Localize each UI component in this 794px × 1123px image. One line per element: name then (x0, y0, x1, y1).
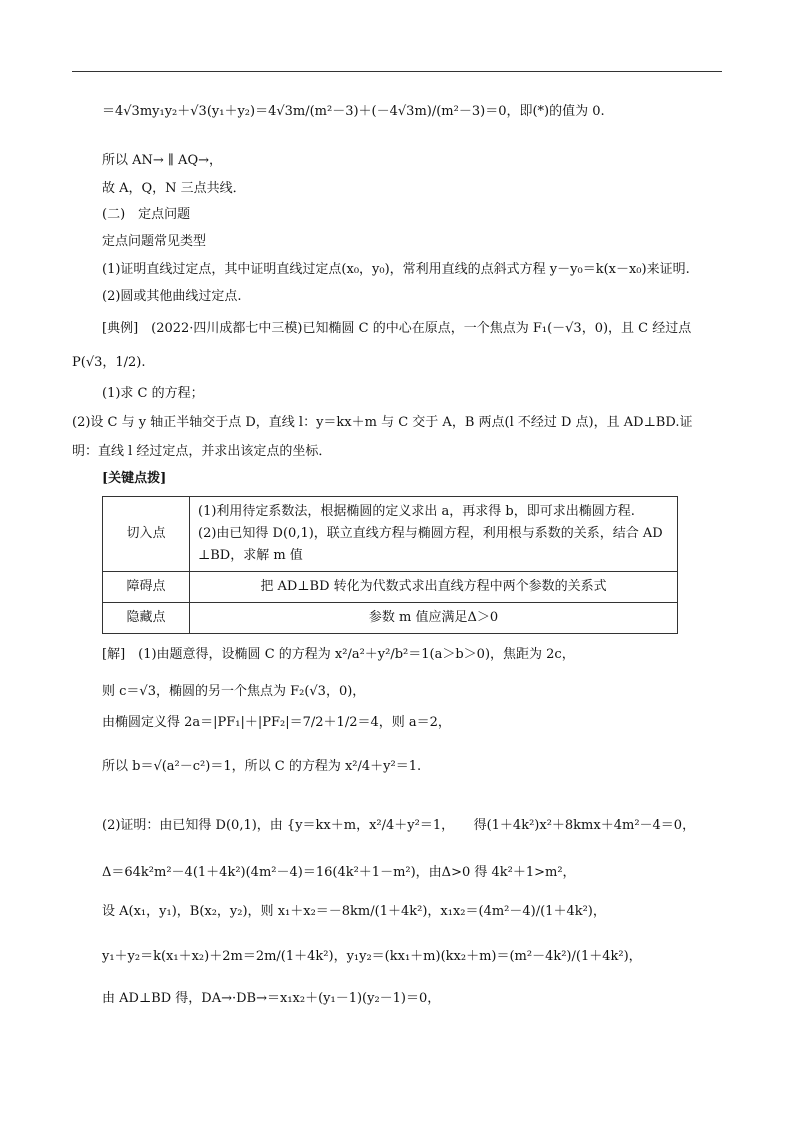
text-line: ＝4√3my₁y₂＋√3(y₁＋y₂)＝4√3m/(m²－3)＋(－4√3m)/(m²－3)＝0，即(*)的值为 0. (102, 104, 605, 119)
solution-line: 由椭圆定义得 2a＝|PF₁|＋|PF₂|＝7/2＋1/2＝4，则 a＝2， (102, 715, 451, 730)
table-cell: 把 AD⊥BD 转化为代数式求出直线方程中两个参数的关系式 (190, 572, 678, 603)
solution-line: 则 c＝√3，椭圆的另一个焦点为 F₂(√3，0)， (102, 684, 366, 699)
cell-line: ⊥BD，求解 m 值 (198, 548, 303, 563)
text-line: (1)求 C 的方程； (102, 386, 204, 401)
table-key: 隐藏点 (103, 603, 190, 634)
table-key: 障碍点 (103, 572, 190, 603)
solution-line: (2)证明：由已知得 D(0,1)，由 {y＝kx＋m，x²/4＋y²＝1， 得(1＋4k²)x²＋8kmx＋4m²－4＝0， (102, 818, 696, 833)
text-line: 所以 AN→ ∥ AQ→， (102, 153, 222, 168)
solution-line: 设 A(x₁，y₁)，B(x₂，y₂)，则 x₁＋x₂＝－8km/(1＋4k²)，x₁x₂＝(4m²－4)/(1＋4k²)， (102, 904, 606, 919)
table-cell: 参数 m 值应满足Δ＞0 (190, 603, 678, 634)
text-line: 定点问题常见类型 (102, 234, 207, 249)
table-key: 切入点 (103, 497, 190, 572)
solution-line: 所以 b＝√(a²－c²)＝1，所以 C 的方程为 x²/4＋y²＝1. (102, 759, 422, 774)
table-cell (190, 497, 678, 572)
text-line: (1)证明直线过定点，其中证明直线过定点(x₀，y₀)，常利用直线的点斜式方程 y－y₀＝k(x－x₀)来证明. (102, 262, 690, 277)
table-row (103, 603, 678, 634)
table-row (103, 572, 678, 603)
example-line: [典例] (2022·四川成都七中三模)已知椭圆 C 的中心在原点，一个焦点为 F₁(－√3，0)，且 C 经过点 (102, 321, 692, 336)
header-rule (72, 71, 722, 72)
text-line: (2)圆或其他曲线过定点. (102, 289, 242, 304)
table-row (103, 497, 678, 572)
solution-line: y₁＋y₂＝k(x₁＋x₂)＋2m＝2m/(1＋4k²)，y₁y₂＝(kx₁＋m)(kx₂＋m)＝(m²－4k²)/(1＋4k²)， (102, 949, 642, 964)
cell-line: (2)由已知得 D(0,1)，联立直线方程与椭圆方程，利用根与系数的关系，结合 AD (198, 526, 663, 541)
cell-line: (1)利用待定系数法，根据椭圆的定义求出 a，再求得 b，即可求出椭圆方程. (198, 504, 635, 519)
text-line: (2)设 C 与 y 轴正半轴交于点 D，直线 l：y＝kx＋m 与 C 交于 A，B 两点(l 不经过 D 点)，且 AD⊥BD.证 (72, 415, 693, 430)
text-line: 明：直线 l 经过定点，并求出该定点的坐标． (72, 444, 332, 459)
section-heading: (二) 定点问题 (102, 207, 191, 222)
key-points-table (102, 496, 678, 634)
text-line: P(√3，1/2). (72, 355, 146, 370)
solution-line: 由 AD⊥BD 得，DA→·DB→＝x₁x₂＋(y₁－1)(y₂－1)＝0， (102, 991, 441, 1006)
solution-line: [解] (1)由题意得，设椭圆 C 的方程为 x²/a²＋y²/b²＝1(a＞b＞0)，焦距为 2c， (102, 647, 575, 662)
solution-line: Δ＝64k²m²－4(1＋4k²)(4m²－4)＝16(4k²＋1－m²)，由Δ>0 得 4k²＋1>m²， (102, 865, 576, 880)
text-line: 故 A，Q，N 三点共线． (102, 181, 246, 196)
key-points-heading: [关键点拨] (102, 471, 167, 486)
